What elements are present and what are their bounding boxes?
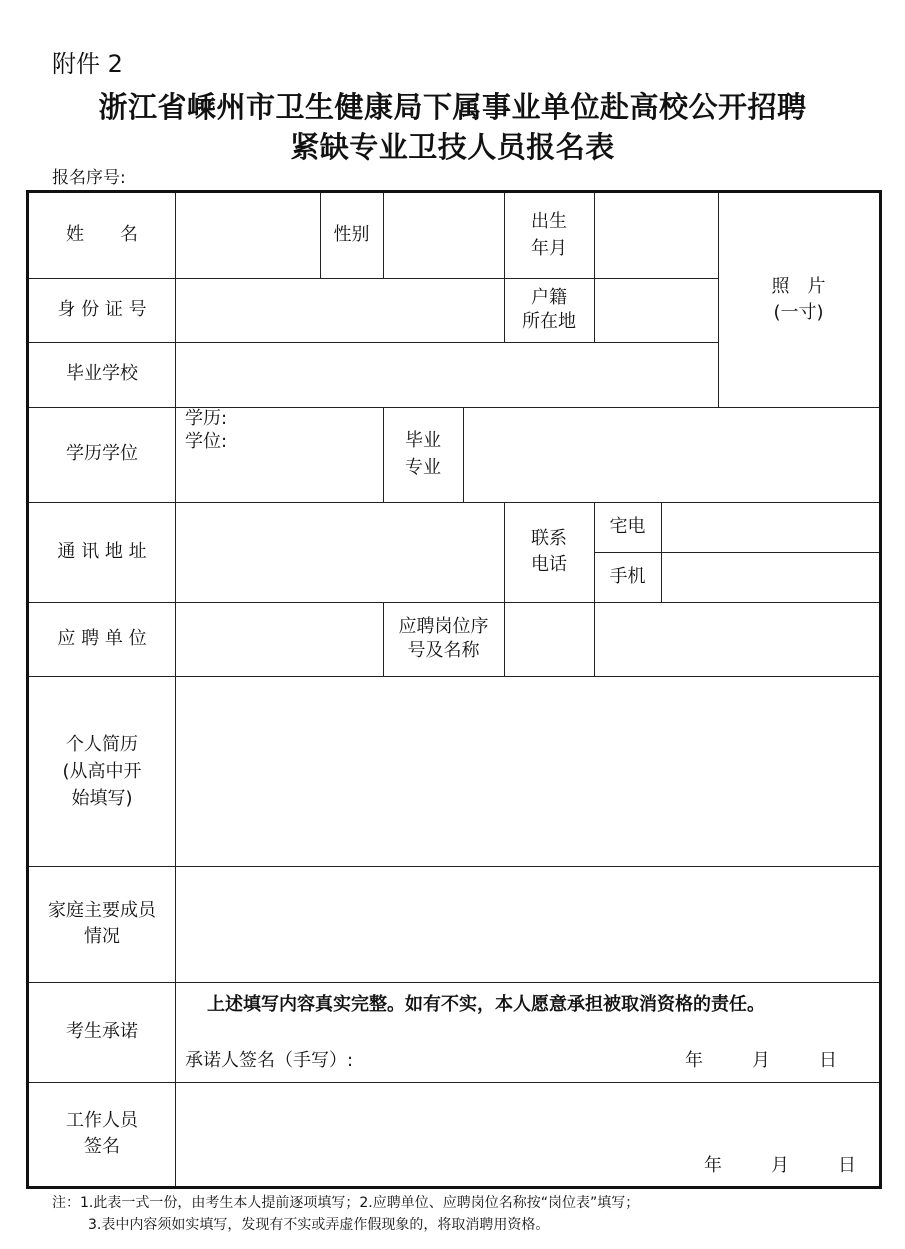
major-field[interactable] xyxy=(463,407,879,502)
home-phone-field[interactable] xyxy=(661,502,879,552)
address-field[interactable] xyxy=(175,502,504,602)
family-label-line-1: 家庭主要成员 xyxy=(48,899,156,921)
form-title-line-1: 浙江省嵊州市卫生健康局下属事业单位赴高校公开招聘 xyxy=(98,90,807,124)
staff-day-label: 日 xyxy=(838,1155,856,1176)
staff-month-label: 月 xyxy=(771,1155,789,1176)
id-number-label: 身 份 证 号 xyxy=(57,298,147,320)
contact-label-line-2: 电话 xyxy=(531,554,567,575)
degree-sub-label: 学位: xyxy=(185,431,228,453)
birth-label xyxy=(504,193,594,278)
family-label-line-2: 情况 xyxy=(84,926,120,947)
staff-signature-label xyxy=(29,1082,175,1186)
annex-number: 附件 2 xyxy=(52,50,123,78)
birth-field[interactable] xyxy=(594,193,718,278)
degree-label: 学历学位 xyxy=(66,443,138,465)
footnote-line-2: 3.表中内容须如实填写，发现有不实或弄虚作假现象的，将取消聘用资格。 xyxy=(88,1217,550,1233)
resume-label-line-2: (从高中开 xyxy=(62,760,142,782)
home-phone-label: 宅电 xyxy=(609,515,646,537)
name-label: 姓 名 xyxy=(66,224,138,246)
family-field[interactable] xyxy=(175,866,879,982)
pledge-day-label: 日 xyxy=(819,1050,837,1071)
contact-label-line-1: 联系 xyxy=(531,527,567,549)
staff-label-line-1: 工作人员 xyxy=(66,1109,138,1131)
education-field[interactable] xyxy=(185,407,383,502)
address-label: 通 讯 地 址 xyxy=(57,540,147,562)
staff-label-line-2: 签名 xyxy=(84,1136,120,1157)
major-label-line-2: 专业 xyxy=(405,456,441,478)
signer-label: 承诺人签名（手写）: xyxy=(185,1050,354,1071)
post-label-line-2: 号及名称 xyxy=(407,640,480,661)
post-label xyxy=(383,602,504,676)
pledge-year-label: 年 xyxy=(685,1050,703,1071)
photo-label: 照 片 xyxy=(771,275,826,297)
major-label-line-1: 毕业 xyxy=(405,430,441,452)
household-label xyxy=(504,278,594,342)
resume-label-line-1: 个人简历 xyxy=(66,733,138,755)
form-title-line-2: 紧缺专业卫技人员报名表 xyxy=(290,130,615,164)
household-label-line-1: 户籍 xyxy=(531,286,567,308)
unit-label: 应 聘 单 位 xyxy=(57,627,147,649)
household-label-line-2: 所在地 xyxy=(522,311,576,332)
staff-year-label: 年 xyxy=(704,1155,722,1176)
registration-table xyxy=(26,190,882,1189)
serial-number-label: 报名序号: xyxy=(52,168,126,188)
post-name-field[interactable] xyxy=(594,602,879,676)
school-field[interactable] xyxy=(175,342,718,407)
household-field[interactable] xyxy=(594,278,718,342)
photo-box[interactable] xyxy=(718,193,879,407)
school-label: 毕业学校 xyxy=(66,363,138,385)
family-label xyxy=(29,866,175,982)
major-label xyxy=(383,407,463,502)
pledge-statement: 上述填写内容真实完整。如有不实，本人愿意承担被取消资格的责任。 xyxy=(207,994,765,1015)
id-number-field[interactable] xyxy=(175,278,504,342)
resume-label xyxy=(29,676,175,866)
mobile-field[interactable] xyxy=(661,552,879,602)
contact-phone-label xyxy=(504,502,594,602)
education-sub-label: 学历: xyxy=(185,408,228,429)
gender-field[interactable] xyxy=(383,193,504,278)
birth-label-line-2: 年月 xyxy=(531,237,567,259)
unit-field[interactable] xyxy=(175,602,383,676)
post-label-line-1: 应聘岗位序 xyxy=(398,615,489,637)
pledge-month-label: 月 xyxy=(752,1050,770,1071)
gender-label: 性别 xyxy=(333,224,370,246)
mobile-label: 手机 xyxy=(609,565,646,587)
name-field[interactable] xyxy=(175,193,320,278)
photo-size-label: (一寸) xyxy=(773,302,824,323)
post-number-field[interactable] xyxy=(504,602,594,676)
resume-field[interactable] xyxy=(175,676,879,866)
footnote-line-1: 注：1.此表一式一份，由考生本人提前逐项填写；2.应聘单位、应聘岗位名称按“岗位表”填写； xyxy=(52,1195,640,1211)
resume-label-line-3: 始填写) xyxy=(71,787,133,809)
birth-label-line-1: 出生 xyxy=(531,211,567,233)
pledge-label: 考生承诺 xyxy=(66,1020,138,1042)
